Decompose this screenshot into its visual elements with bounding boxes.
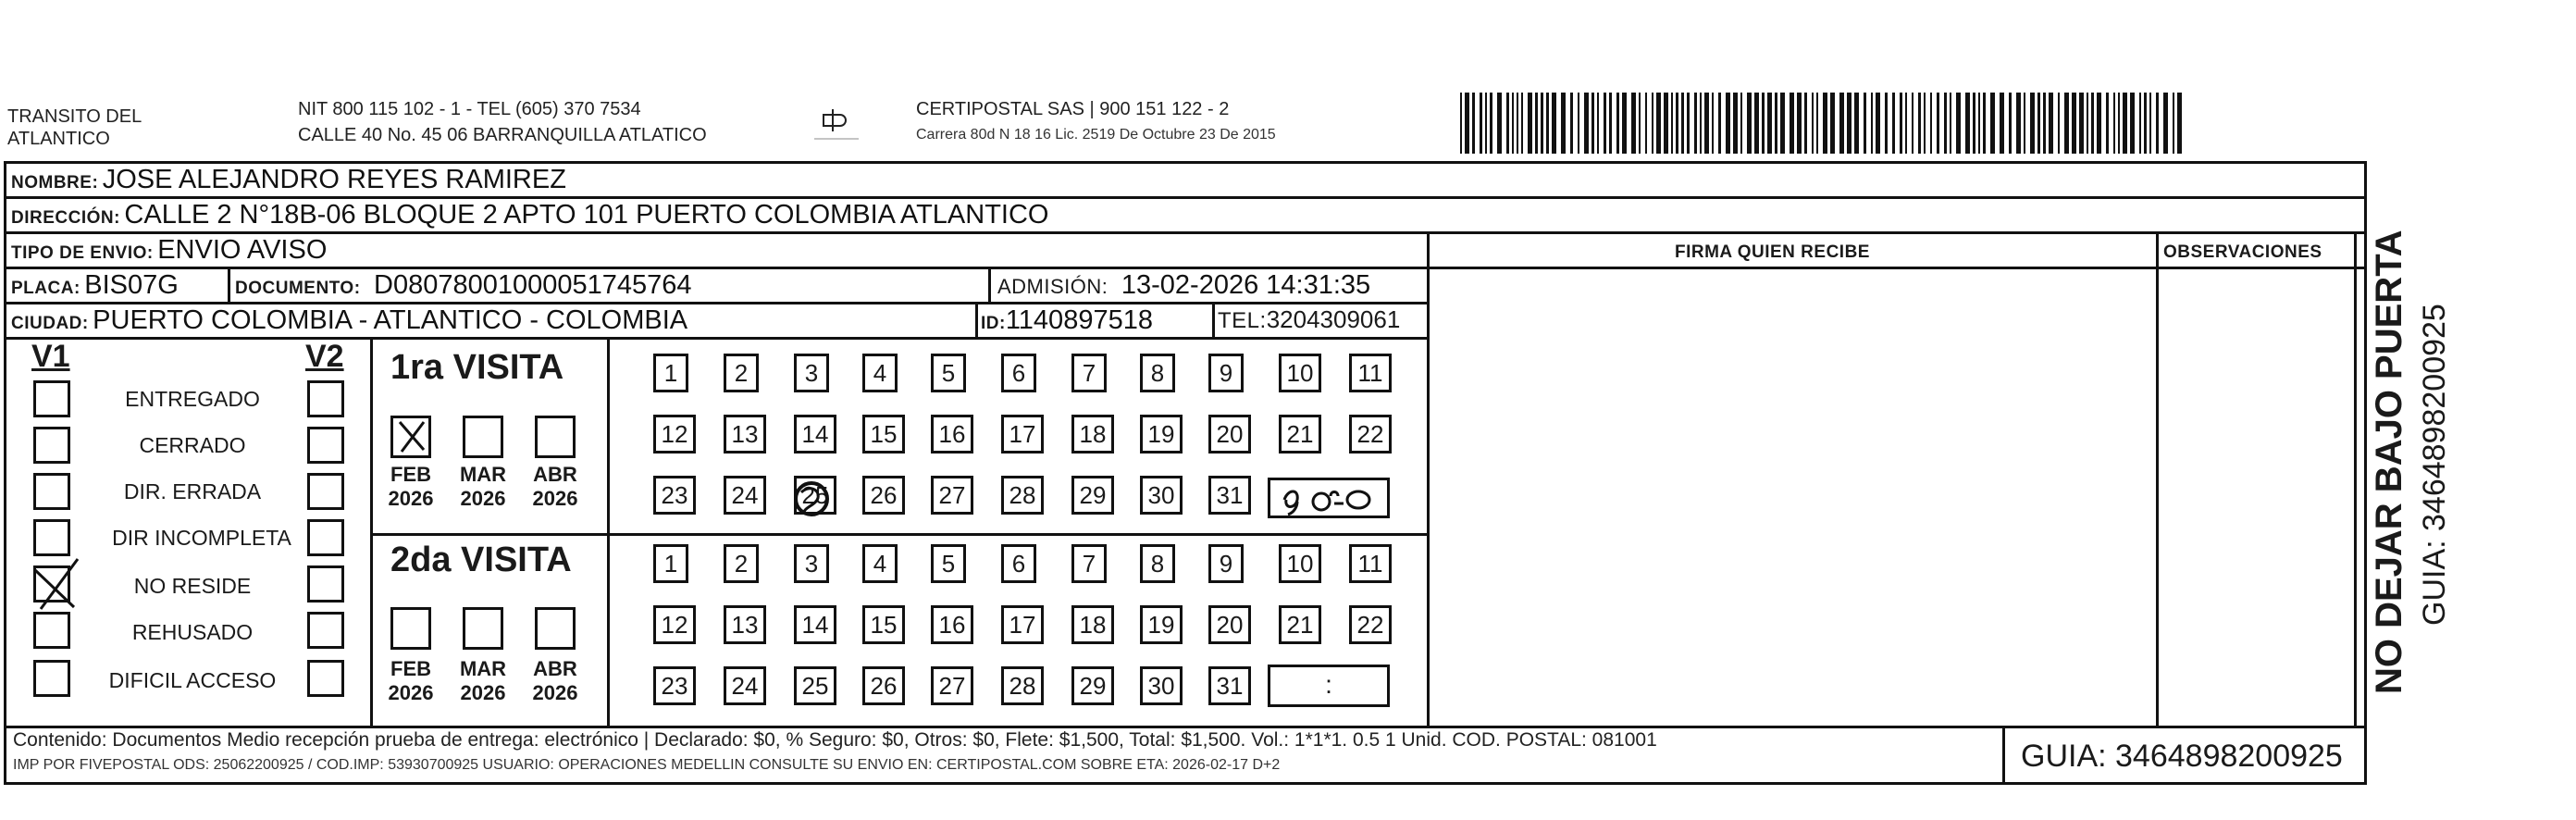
visit1-day-11[interactable]: 11 — [1349, 354, 1392, 392]
visit1-day-25[interactable]: 25 — [794, 476, 836, 515]
v2-checkbox-no-reside[interactable] — [307, 565, 344, 603]
visit1-day-26[interactable]: 26 — [862, 476, 905, 515]
second-visit-title: 2da VISITA — [390, 540, 572, 579]
visit2-month-mar: MAR 2026 — [459, 657, 507, 704]
handwritten-time-visit1 — [1277, 479, 1382, 516]
side-guia-text: GUIA: 3464898200925 — [2417, 304, 2452, 626]
visit1-day-15[interactable]: 15 — [862, 415, 905, 453]
visit1-month-mar-box[interactable] — [463, 416, 503, 458]
sender-address: CALLE 40 No. 45 06 BARRANQUILLA ATLATICO — [298, 125, 707, 145]
visit2-day-28[interactable]: 28 — [1001, 666, 1044, 705]
admision-value: 13-02-2026 14:31:35 — [1121, 270, 1371, 300]
status-dir-incompleta: DIR INCOMPLETA — [112, 526, 291, 550]
nombre-label: NOMBRE: — [11, 173, 99, 193]
tipo-envio-label: TIPO DE ENVIO: — [11, 243, 154, 263]
visit2-day-14[interactable]: 14 — [794, 605, 836, 644]
id-cell — [981, 305, 1153, 336]
visit2-day-30[interactable]: 30 — [1140, 666, 1183, 705]
no-dejar-bajo-puerta-text: NO DEJAR BAJO PUERTA — [2369, 230, 2409, 694]
v2-checkbox-dir-errada[interactable] — [307, 473, 344, 510]
tel-label: TEL: — [1218, 308, 1267, 333]
nombre-value: JOSE ALEJANDRO REYES RAMIREZ — [102, 165, 566, 194]
visit2-day-25[interactable]: 25 — [794, 666, 836, 705]
visit2-day-7[interactable]: 7 — [1071, 544, 1107, 583]
admision-label: ADMISIÓN: — [997, 275, 1108, 298]
direccion-label: DIRECCIÓN: — [11, 208, 120, 228]
documento-value: D08078001000051745764 — [374, 270, 692, 300]
visit1-day-31[interactable]: 31 — [1208, 476, 1251, 515]
status-entregado: ENTREGADO — [125, 387, 260, 411]
visit1-day-9[interactable]: 9 — [1208, 354, 1244, 392]
v2-checkbox-cerrado[interactable] — [307, 427, 344, 464]
form-frame — [4, 161, 2367, 785]
visit2-day-26[interactable]: 26 — [862, 666, 905, 705]
handwritten-circle-day-25 — [788, 476, 835, 522]
certipostal-logo-icon — [811, 104, 862, 146]
v1-checkbox-dificil-acceso[interactable] — [33, 660, 70, 697]
tel-cell — [1218, 305, 1400, 334]
direccion-row — [11, 200, 1048, 230]
v2-checkbox-entregado[interactable] — [307, 380, 344, 417]
visit1-day-29[interactable]: 29 — [1071, 476, 1114, 515]
v1-checkbox-cerrado[interactable] — [33, 427, 70, 464]
visit1-day-16[interactable]: 16 — [931, 415, 973, 453]
visit2-day-10[interactable]: 10 — [1279, 544, 1321, 583]
visit1-day-1[interactable]: 1 — [653, 354, 688, 392]
admision-cell — [997, 270, 1370, 301]
visit1-day-27[interactable]: 27 — [931, 476, 973, 515]
tipo-envio-value: ENVIO AVISO — [157, 235, 328, 265]
ciudad-cell — [11, 305, 687, 336]
ciudad-label: CIUDAD: — [11, 314, 89, 333]
first-visit-title: 1ra VISITA — [390, 348, 564, 387]
tel-value: 3204309061 — [1266, 305, 1401, 333]
visit2-day-19[interactable]: 19 — [1140, 605, 1183, 644]
visit1-day-18[interactable]: 18 — [1071, 415, 1114, 453]
contenido-line: Contenido: Documentos Medio recepción prueba de entrega: electrónico | Declarado: $0, % Seguro: $0, Otros: $0, Flete: $1,500, Total: $1,500. Vol.: 1*1*1. 0.5 1 Unid. COD. POSTAL: 081001 — [13, 729, 1657, 751]
v2-checkbox-dificil-acceso[interactable] — [307, 660, 344, 697]
id-label: ID: — [981, 314, 1006, 333]
sender-name — [7, 106, 142, 150]
visit2-day-23[interactable]: 23 — [653, 666, 696, 705]
sender-name-line2: ATLANTICO — [7, 129, 110, 149]
tipo-envio-row — [11, 235, 327, 266]
visit2-day-17[interactable]: 17 — [1001, 605, 1044, 644]
visit2-day-11[interactable]: 11 — [1349, 544, 1392, 583]
visit2-day-6[interactable]: 6 — [1001, 544, 1036, 583]
visit1-day-12[interactable]: 12 — [653, 415, 696, 453]
id-value: 1140897518 — [1005, 305, 1153, 335]
placa-label: PLACA: — [11, 279, 80, 298]
nombre-row — [11, 165, 566, 195]
visit2-day-5[interactable]: 5 — [931, 544, 966, 583]
documento-cell — [235, 270, 692, 301]
visit1-month-mar: MAR 2026 — [459, 463, 507, 510]
visit2-month-abr-box[interactable] — [535, 607, 576, 650]
visit2-day-31[interactable]: 31 — [1208, 666, 1251, 705]
visit2-day-20[interactable]: 20 — [1208, 605, 1251, 644]
visit2-day-3[interactable]: 3 — [794, 544, 829, 583]
visit2-day-4[interactable]: 4 — [862, 544, 898, 583]
visit2-day-27[interactable]: 27 — [931, 666, 973, 705]
visit1-day-20[interactable]: 20 — [1208, 415, 1251, 453]
visit1-day-4[interactable]: 4 — [862, 354, 898, 392]
visit1-day-23[interactable]: 23 — [653, 476, 696, 515]
visit2-day-16[interactable]: 16 — [931, 605, 973, 644]
visit1-month-abr-box[interactable] — [535, 416, 576, 458]
observaciones-header: OBSERVACIONES — [2163, 242, 2322, 262]
visit1-day-21[interactable]: 21 — [1279, 415, 1321, 453]
visit1-day-19[interactable]: 19 — [1140, 415, 1183, 453]
visit1-day-17[interactable]: 17 — [1001, 415, 1044, 453]
ciudad-value: PUERTO COLOMBIA - ATLANTICO - COLOMBIA — [93, 305, 688, 335]
visit2-month-mar-box[interactable] — [463, 607, 503, 650]
sender-name-line1: TRANSITO DEL — [7, 106, 142, 127]
visit1-day-5[interactable]: 5 — [931, 354, 966, 392]
visit2-day-1[interactable]: 1 — [653, 544, 688, 583]
visit2-day-12[interactable]: 12 — [653, 605, 696, 644]
footer-guia: GUIA: 3464898200925 — [2021, 739, 2343, 774]
placa-value: BIS07G — [84, 270, 179, 300]
imp-line: IMP POR FIVEPOSTAL ODS: 25062200925 / COD.IMP: 53930700925 USUARIO: OPERACIONES MEDELLIN CONSULTE SU ENVIO EN: CERTIPOSTAL.COM SOBRE ETA: 2026-02-17 D+2 — [13, 757, 1281, 773]
handwritten-mark-feb — [392, 416, 431, 457]
tracking-barcode — [1460, 93, 2184, 154]
visit2-day-9[interactable]: 9 — [1208, 544, 1244, 583]
v1-checkbox-dir-incompleta[interactable] — [33, 519, 70, 556]
firma-header: FIRMA QUIEN RECIBE — [1675, 242, 1870, 262]
visit1-day-22[interactable]: 22 — [1349, 415, 1392, 453]
sender-nit: NIT 800 115 102 - 1 - TEL (605) 370 7534 — [298, 99, 641, 119]
visit2-month-feb-box[interactable] — [390, 607, 431, 650]
visit2-day-8[interactable]: 8 — [1140, 544, 1175, 583]
v1-header: V1 — [31, 339, 70, 374]
visit1-day-10[interactable]: 10 — [1279, 354, 1321, 392]
visit2-day-2[interactable]: 2 — [724, 544, 759, 583]
visit1-day-13[interactable]: 13 — [724, 415, 766, 453]
direccion-value: CALLE 2 N°18B-06 BLOQUE 2 APTO 101 PUERTO COLOMBIA ATLANTICO — [124, 200, 1049, 230]
visit2-day-15[interactable]: 15 — [862, 605, 905, 644]
visit2-day-13[interactable]: 13 — [724, 605, 766, 644]
visit2-day-22[interactable]: 22 — [1349, 605, 1392, 644]
visit2-day-29[interactable]: 29 — [1071, 666, 1114, 705]
courier-info — [916, 98, 1276, 144]
status-rehusado: REHUSADO — [131, 620, 254, 644]
visit1-month-abr: ABR 2026 — [532, 463, 578, 510]
visit1-day-3[interactable]: 3 — [794, 354, 829, 392]
visit2-month-feb: FEB 2026 — [388, 657, 434, 704]
visit1-day-24[interactable]: 24 — [724, 476, 766, 515]
documento-label: DOCUMENTO: — [235, 279, 361, 298]
visit2-day-21[interactable]: 21 — [1279, 605, 1321, 644]
visit2-month-abr: ABR 2026 — [532, 657, 578, 704]
visit1-month-feb: FEB 2026 — [388, 463, 434, 510]
visit1-day-14[interactable]: 14 — [794, 415, 836, 453]
status-no-reside: NO RESIDE — [133, 574, 252, 598]
courier-address: Carrera 80d N 18 16 Lic. 2519 De Octubre 23 De 2015 — [916, 127, 1276, 143]
status-dir-errada: DIR. ERRADA — [123, 479, 262, 503]
visit2-day-18[interactable]: 18 — [1071, 605, 1114, 644]
placa-cell — [11, 270, 179, 301]
v1-checkbox-dir-errada[interactable] — [33, 473, 70, 510]
courier-name: CERTIPOSTAL SAS | 900 151 122 - 2 — [916, 99, 1230, 119]
v1-checkbox-entregado[interactable] — [33, 380, 70, 417]
visit1-day-30[interactable]: 30 — [1140, 476, 1183, 515]
visit1-day-7[interactable]: 7 — [1071, 354, 1107, 392]
handwritten-check-no-reside — [28, 555, 85, 613]
visit1-day-8[interactable]: 8 — [1140, 354, 1175, 392]
sender-info — [298, 98, 707, 146]
visit1-day-28[interactable]: 28 — [1001, 476, 1044, 515]
v2-header: V2 — [305, 339, 344, 374]
visit2-day-24[interactable]: 24 — [724, 666, 766, 705]
visit2-time-box[interactable]: : — [1268, 665, 1390, 707]
visit1-day-2[interactable]: 2 — [724, 354, 759, 392]
status-dificil-acceso: DIFICIL ACCESO — [108, 668, 277, 692]
visit1-day-6[interactable]: 6 — [1001, 354, 1036, 392]
v1-checkbox-rehusado[interactable] — [33, 612, 70, 649]
v2-checkbox-rehusado[interactable] — [307, 612, 344, 649]
status-cerrado: CERRADO — [139, 433, 246, 457]
